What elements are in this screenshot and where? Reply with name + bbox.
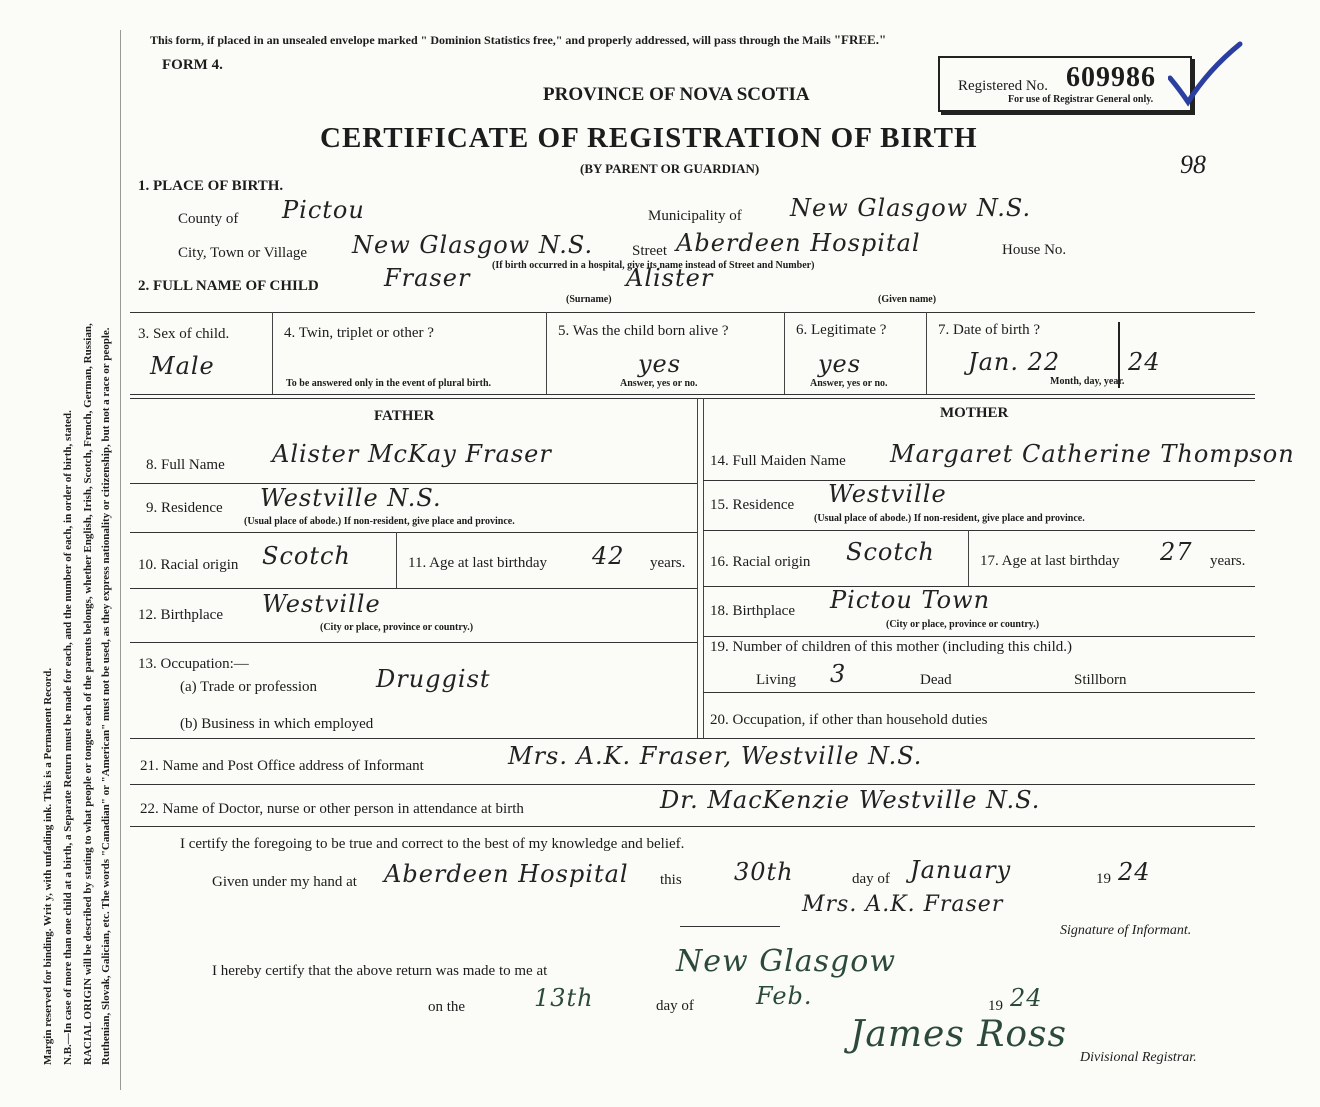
father-birthplace: Westville [262, 590, 381, 618]
mother-heading: MOTHER [940, 405, 1009, 421]
street-value: Aberdeen Hospital [676, 229, 921, 257]
dob-label: 7. Date of birth ? [938, 322, 1041, 338]
twin-label: 4. Twin, triplet or other ? [284, 325, 434, 341]
living-value: 3 [830, 660, 847, 688]
county-value: Pictou [282, 196, 365, 224]
registrar-year: 24 [1010, 984, 1043, 1012]
form-number: FORM 4. [162, 57, 223, 73]
father-age: 42 [592, 542, 625, 570]
informant-signature-label: Signature of Informant. [1060, 923, 1192, 938]
father-residence-note: (Usual place of abode.) If non-resident, give place and province. [244, 516, 515, 527]
informant-label: 21. Name and Post Office address of Informant [140, 758, 424, 774]
legitimate-note: Answer, yes or no. [810, 378, 888, 389]
city-value: New Glasgow N.S. [352, 231, 594, 259]
given-year: 24 [1118, 858, 1151, 886]
registrar-day-of-label: day of [656, 998, 694, 1014]
checkmark-icon [1168, 40, 1244, 110]
rule [680, 926, 780, 927]
alive-value: yes [638, 350, 682, 378]
dob-year: 24 [1128, 348, 1161, 376]
twin-note: To be answered only in the event of plural birth. [286, 378, 492, 389]
mother-race-label: 16. Racial origin [710, 554, 811, 570]
day-of-label: day of [852, 871, 890, 887]
doctor-value: Dr. MacKenzie Westville N.S. [660, 786, 1041, 814]
registrar-on-label: on the [428, 999, 466, 1015]
certificate-subtitle: (BY PARENT OR GUARDIAN) [580, 161, 760, 176]
rule [272, 312, 273, 394]
rule [703, 530, 1255, 531]
corner-mark: 98 [1180, 150, 1206, 179]
rule [130, 398, 1255, 399]
rule [130, 394, 1255, 395]
registrar-day: 13th [534, 984, 594, 1012]
sex-value: Male [150, 352, 215, 380]
child-surname: Fraser [384, 264, 471, 292]
child-name-label: 2. FULL NAME OF CHILD [138, 278, 319, 294]
rule [130, 532, 697, 533]
dead-label: Dead [920, 672, 952, 688]
registrar-month: Feb. [756, 982, 813, 1010]
informant-value: Mrs. A.K. Fraser, Westville N.S. [508, 742, 923, 770]
registered-label: Registered No. [958, 78, 1048, 94]
father-residence-label: 9. Residence [146, 500, 223, 516]
rule [130, 642, 697, 643]
mother-name: Margaret Catherine Thompson [890, 440, 1295, 468]
municipality-value: New Glasgow N.S. [790, 194, 1032, 222]
city-label: City, Town or Village [178, 245, 308, 261]
rule [784, 312, 785, 394]
mother-age: 27 [1160, 538, 1193, 566]
mother-birthplace-label: 18. Birthplace [710, 603, 795, 619]
father-business-label: (b) Business in which employed [180, 716, 374, 732]
margin-racial-note-2: Ruthenian, Slovak, Galician, etc. The words "Canadian" or "American" must not be used, as they express nationality or citizenship, but not a race or people. [100, 327, 112, 1065]
rule [697, 398, 698, 738]
rule [968, 530, 969, 586]
mother-age-label: 17. Age at last birthday [980, 553, 1120, 569]
rule [703, 398, 704, 738]
rule [130, 738, 1255, 739]
father-race-label: 10. Racial origin [138, 557, 239, 573]
registrar-place: New Glasgow [676, 944, 897, 979]
mother-birthplace-note: (City or place, province or country.) [886, 619, 1040, 630]
father-residence: Westville N.S. [260, 484, 442, 512]
given-month: January [910, 856, 1012, 884]
legitimate-value: yes [818, 350, 862, 378]
father-trade: Druggist [376, 665, 491, 693]
registrar-statement: I hereby certify that the above return was made to me at [212, 963, 548, 979]
rule [926, 312, 927, 394]
rule [703, 692, 1255, 693]
dob-note: Month, day, year. [1050, 376, 1125, 387]
rule [703, 480, 1255, 481]
surname-caption: (Surname) [566, 294, 612, 305]
place-of-birth-label: 1. PLACE OF BIRTH. [138, 178, 284, 194]
rule [396, 532, 397, 588]
certify-statement: I certify the foregoing to be true and correct to the best of my knowledge and belief. [180, 836, 685, 852]
given-place: Aberdeen Hospital [384, 860, 629, 888]
father-years-label: years. [650, 555, 686, 571]
mother-residence-label: 15. Residence [710, 497, 795, 513]
father-trade-label: (a) Trade or profession [180, 679, 318, 695]
given-day: 30th [734, 858, 794, 886]
registrar-year-prefix: 19 [988, 998, 1003, 1014]
mother-years-label: years. [1210, 553, 1246, 569]
sex-label: 3. Sex of child. [138, 326, 230, 342]
mother-birthplace: Pictou Town [830, 586, 991, 614]
mail-note: This form, if placed in an unsealed envelope marked " Dominion Statistics free," and properly addressed, will pass through the Mails "FREE." [150, 32, 887, 47]
father-birthplace-label: 12. Birthplace [138, 607, 223, 623]
father-name-label: 8. Full Name [146, 457, 225, 473]
province-heading: PROVINCE OF NOVA SCOTIA [543, 84, 810, 105]
mother-residence-note: (Usual place of abode.) If non-resident, give place and province. [814, 513, 1085, 524]
father-occupation-label: 13. Occupation:— [138, 656, 249, 672]
alive-note: Answer, yes or no. [620, 378, 698, 389]
registered-number: 609986 [1066, 62, 1156, 93]
rule [130, 312, 1255, 313]
registrar-signature-label: Divisional Registrar. [1080, 1050, 1197, 1065]
father-age-label: 11. Age at last birthday [408, 555, 547, 571]
mother-occupation-label: 20. Occupation, if other than household duties [710, 712, 988, 728]
father-race: Scotch [262, 542, 351, 570]
county-label: County of [178, 211, 239, 227]
mother-residence: Westville [828, 480, 947, 508]
rule [130, 588, 697, 589]
registrar-signature: James Ross [850, 1014, 1067, 1055]
living-label: Living [756, 672, 796, 688]
hospital-note: (If birth occurred in a hospital, give its name instead of Street and Number) [492, 260, 815, 271]
given-name-caption: (Given name) [878, 294, 937, 305]
rule [703, 636, 1255, 637]
house-no-label: House No. [1002, 242, 1067, 258]
rule [130, 826, 1255, 827]
alive-label: 5. Was the child born alive ? [558, 323, 729, 339]
given-under-label: Given under my hand at [212, 874, 357, 890]
registrar-note: For use of Registrar General only. [1008, 94, 1154, 105]
margin-nb-note: N.B.—In case of more than one child at a birth, a Separate Return must be made for each, and the number of each, in order of birth, stated. [62, 410, 74, 1065]
legitimate-label: 6. Legitimate ? [796, 322, 887, 338]
doctor-label: 22. Name of Doctor, nurse or other person in attendance at birth [140, 801, 524, 817]
informant-signature: Mrs. A.K. Fraser [802, 892, 1004, 917]
father-name: Alister McKay Fraser [272, 440, 552, 468]
rule [130, 784, 1255, 785]
mother-children-label: 19. Number of children of this mother (including this child.) [710, 639, 1073, 655]
mother-race: Scotch [846, 538, 935, 566]
mother-name-label: 14. Full Maiden Name [710, 453, 846, 469]
dob-value: Jan. 22 [968, 348, 1061, 376]
registered-number-box [938, 56, 1192, 112]
municipality-label: Municipality of [648, 208, 742, 224]
rule [546, 312, 547, 394]
certificate-title: CERTIFICATE OF REGISTRATION OF BIRTH [320, 122, 978, 154]
margin-racial-note: RACIAL ORIGIN will be described by stating to what people or tongue each of the parents belongs, whether English, Irish, Scotch, French, German, Russian, [82, 323, 94, 1065]
margin-binding-note: Margin reserved for binding. Writ y, with unfading ink. This is a Permanent Record. [42, 667, 54, 1065]
child-given-name: Alister [626, 264, 714, 292]
this-label: this [660, 872, 682, 888]
street-label: Street [632, 243, 667, 259]
stillborn-label: Stillborn [1074, 672, 1127, 688]
father-heading: FATHER [374, 408, 435, 424]
year-prefix: 19 [1096, 871, 1111, 887]
margin-divider [120, 30, 121, 1090]
father-birthplace-note: (City or place, province or country.) [320, 622, 474, 633]
